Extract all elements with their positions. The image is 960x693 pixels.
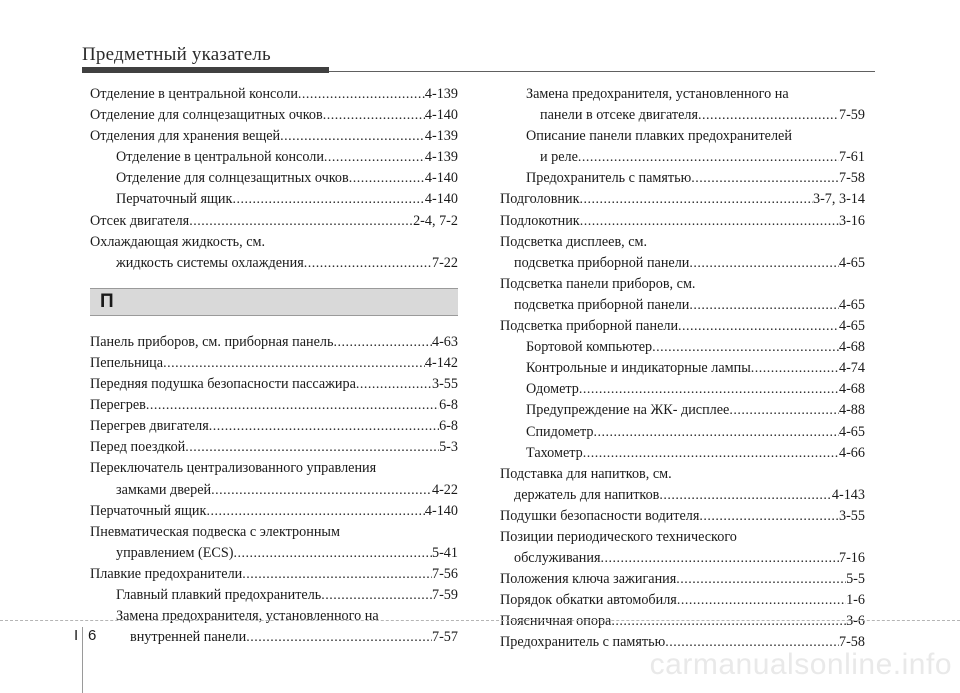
index-entry: Отделение для солнцезащитных очков ..... 4-140 — [90, 105, 458, 126]
index-entry-heading: Пневматическая подвеска с электронным — [90, 523, 340, 540]
index-entry: Плавкие предохранители ..... 7-56 — [90, 564, 458, 585]
index-entry: Перегрев ..... 6-8 — [90, 395, 458, 416]
index-entry: Перчаточный ящик ..... 4-140 — [90, 501, 458, 522]
index-entry-heading: Подставка для напитков, см. — [500, 465, 672, 482]
index-subentry: Перчаточный ящик ..... 4-140 — [90, 189, 458, 210]
index-entry: Передняя подушка безопасности пассажира ..... 3-55 — [90, 374, 458, 395]
index-entry: Пепельница ..... 4-142 — [90, 353, 458, 374]
index-column-right — [500, 84, 865, 654]
section-letter: П — [100, 290, 114, 312]
index-entry-heading: Позиции периодического технического — [500, 528, 737, 545]
index-subentry: Отделение для солнцезащитных очков ..... 4-140 — [90, 168, 458, 189]
page-title: Предметный указатель — [82, 44, 271, 65]
index-subentry-heading: Замена предохранителя, установленного на — [116, 608, 379, 625]
index-entry: Перегрев двигателя ..... 6-8 — [90, 416, 458, 437]
index-subentry: Спидометр ..... 4-65 — [500, 422, 865, 443]
index-entry-heading: Охлаждающая жидкость, см. — [90, 233, 266, 250]
index-entry-continuation: подсветка приборной панели ..... 4-65 — [500, 253, 865, 274]
index-entry-continuation: держатель для напитков ..... 4-143 — [500, 485, 865, 506]
watermark: carmanualsonline.info — [649, 648, 952, 681]
header-rule-thin — [329, 71, 875, 72]
header-rule-thick — [82, 67, 329, 73]
index-subentry-continuation: внутренней панели ..... 7-57 — [90, 627, 458, 648]
chapter-number: I — [74, 627, 79, 644]
index-entry: Перед поездкой ..... 5-3 — [90, 437, 458, 458]
index-entry-continuation: обслуживания ..... 7-16 — [500, 548, 865, 569]
page-number: 6 — [88, 627, 97, 644]
index-entry-continuation: замками дверей ..... 4-22 — [90, 480, 458, 501]
index-subentry-continuation: и реле ..... 7-61 — [500, 147, 865, 168]
index-entry-heading: Переключатель централизованного управления — [90, 460, 377, 477]
index-entry: Подсветка приборной панели ..... 4-65 — [500, 316, 865, 337]
index-entry: Подлокотник ..... 3-16 — [500, 211, 865, 232]
index-subentry: Одометр ..... 4-68 — [500, 379, 865, 400]
index-entry: Положения ключа зажигания ..... 5-5 — [500, 569, 865, 590]
index-subentry-heading: Замена предохранителя, установленного на — [526, 86, 789, 102]
index-entry-continuation: управлением (ECS) ..... 5-41 — [90, 543, 458, 564]
index-entry: Подголовник ..... 3-7, 3-14 — [500, 189, 865, 210]
index-subentry: Главный плавкий предохранитель ..... 7-59 — [90, 585, 458, 606]
index-entry-heading: Подсветка дисплеев, см. — [500, 233, 648, 250]
index-subentry-continuation: панели в отсеке двигателя ..... 7-59 — [500, 105, 865, 126]
index-entry: Панель приборов, см. приборная панель ..... 4-63 — [90, 332, 458, 353]
index-entry: Порядок обкатки автомобиля ..... 1-6 — [500, 590, 865, 611]
index-entry: Отделения для хранения вещей ..... 4-139 — [90, 126, 458, 147]
index-subentry: Предохранитель с памятью ..... 7-58 — [500, 168, 865, 189]
section-letter-bar — [90, 288, 458, 316]
index-entry-heading: Подсветка панели приборов, см. — [500, 275, 696, 292]
index-subentry: Контрольные и индикаторные лампы ..... 4-74 — [500, 358, 865, 379]
footer-dashed-rule — [0, 620, 960, 621]
index-subentry: Тахометр ..... 4-66 — [500, 443, 865, 464]
index-entry: Предохранитель с памятью ..... 7-58 — [500, 632, 865, 653]
index-entry-continuation: жидкость системы охлаждения ..... 7-22 — [90, 253, 458, 274]
index-entry-continuation: подсветка приборной панели ..... 4-65 — [500, 295, 865, 316]
index-subentry-heading: Описание панели плавких предохранителей — [526, 128, 792, 145]
footer-separator — [82, 627, 83, 693]
index-entry: Поясничная опора ..... 3-6 — [500, 611, 865, 632]
index-subentry: Бортовой компьютер ..... 4-68 — [500, 337, 865, 358]
index-subentry: Предупреждение на ЖК- дисплее ..... 4-88 — [500, 400, 865, 421]
index-column-left — [90, 84, 458, 648]
index-subentry: Отделение в центральной консоли ..... 4-139 — [90, 147, 458, 168]
index-entry: Отделение в центральной консоли ..... 4-139 — [90, 84, 458, 105]
index-entry: Подушки безопасности водителя ..... 3-55 — [500, 506, 865, 527]
index-entry: Отсек двигателя ..... 2-4, 7-2 — [90, 211, 458, 232]
